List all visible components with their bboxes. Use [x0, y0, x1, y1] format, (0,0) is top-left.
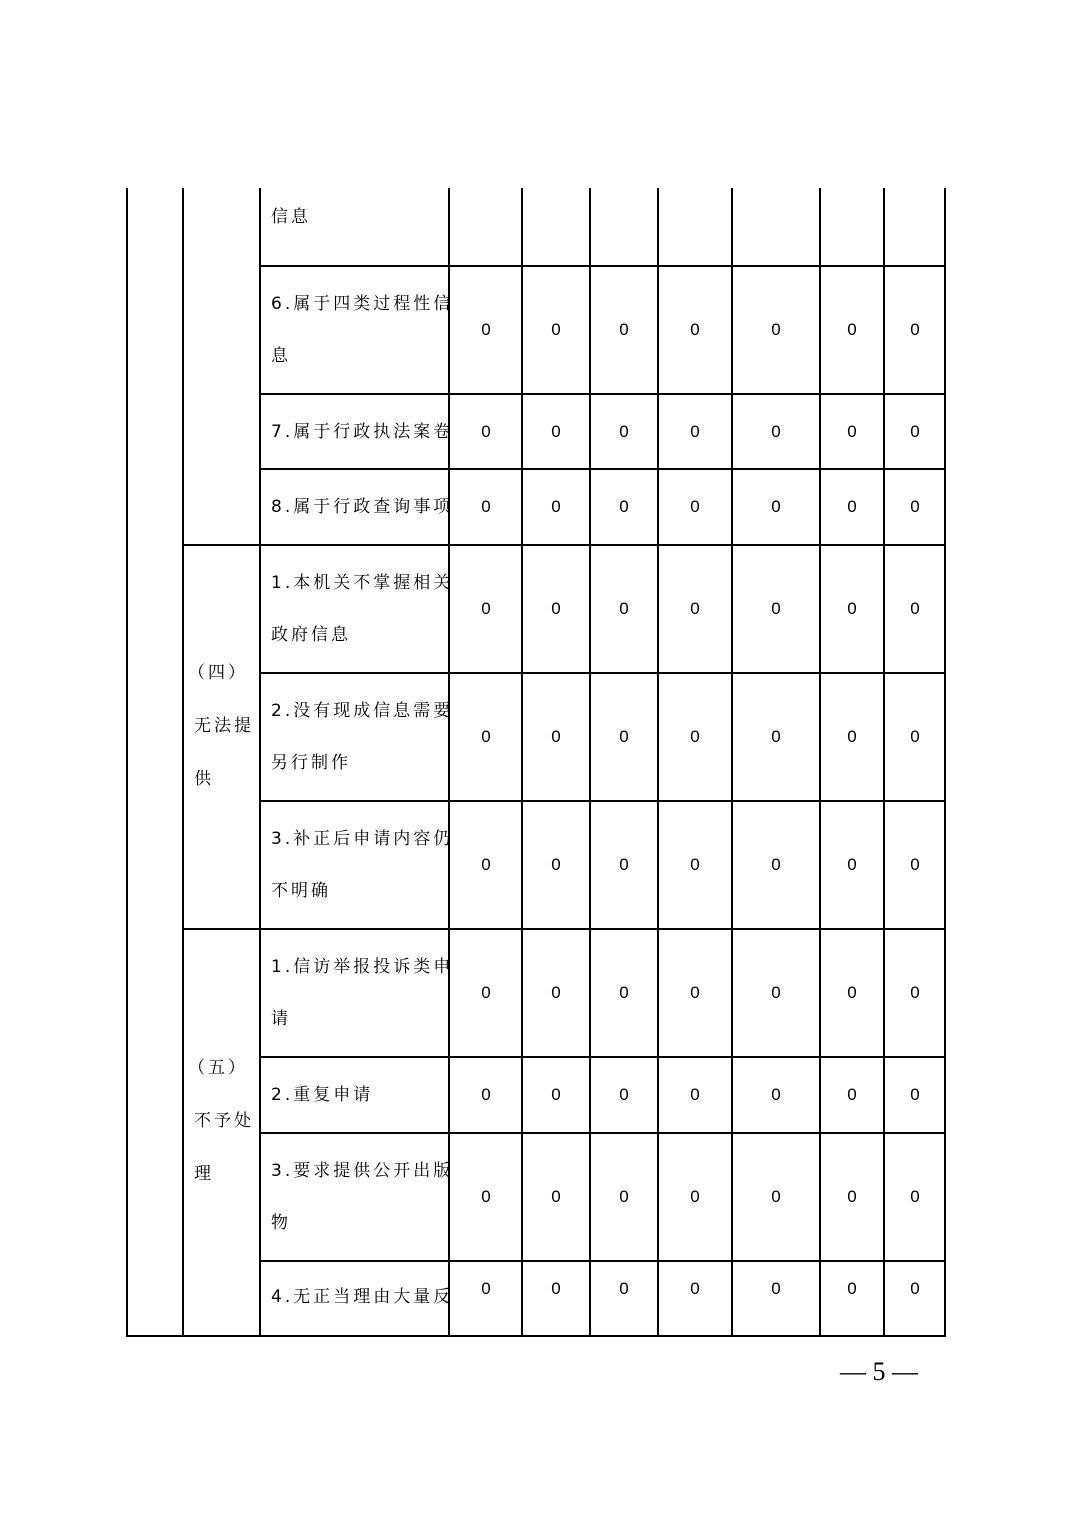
- table-cell-value: 0: [771, 983, 781, 1002]
- table-cell-value: 0: [847, 727, 857, 746]
- table-cell-value: 0: [771, 855, 781, 874]
- table-cell-value: 0: [551, 855, 561, 874]
- table-cell-value: 0: [847, 1085, 857, 1104]
- table-vertical-rule: [521, 188, 523, 1337]
- table-cell-value: 0: [910, 320, 920, 339]
- table-cell-value: 0: [690, 599, 700, 618]
- row-label-line: 6.属于四类过程性信: [271, 294, 454, 314]
- table-cell-value: 0: [847, 421, 857, 441]
- table-cell-value: 0: [910, 855, 920, 874]
- table-cell-value: 0: [690, 1279, 700, 1298]
- row-label: 8.属于行政查询事项: [271, 497, 454, 517]
- table-horizontal-rule: [260, 393, 946, 395]
- table-cell-value: 0: [690, 1085, 700, 1104]
- table-cell-value: 0: [619, 497, 629, 516]
- table-horizontal-rule: [260, 1132, 946, 1134]
- table-cell-value: 0: [619, 1187, 629, 1206]
- table-cell-value: 0: [910, 1085, 920, 1104]
- table-cell-value: 0: [551, 421, 561, 441]
- table-cell-value: 0: [847, 855, 857, 874]
- table-cell-value: 0: [551, 1187, 561, 1206]
- table-cell-value: 0: [619, 320, 629, 339]
- table-vertical-rule: [182, 188, 184, 1337]
- table-cell-value: 0: [847, 983, 857, 1002]
- row-label: 7.属于行政执法案卷: [271, 421, 454, 442]
- table-cell-value: 0: [619, 1279, 629, 1298]
- table-horizontal-rule: [183, 928, 946, 930]
- table-cell-value: 0: [481, 727, 491, 746]
- row-label-line: 3.要求提供公开出版: [271, 1161, 454, 1181]
- group-label-line: 不予处: [194, 1111, 254, 1131]
- row-label-line: 息: [271, 346, 291, 366]
- table-cell-value: 0: [690, 855, 700, 874]
- table-horizontal-rule: [260, 1056, 946, 1058]
- table-cell-value: 0: [771, 1085, 781, 1104]
- table-cell-value: 0: [771, 421, 781, 441]
- table-cell-value: 0: [481, 1279, 491, 1298]
- table-vertical-rule: [259, 188, 261, 1337]
- table-cell-value: 0: [690, 727, 700, 746]
- table-cell-value: 0: [690, 421, 700, 441]
- table-cell-value: 0: [481, 983, 491, 1002]
- table-cell-value: 0: [771, 599, 781, 618]
- table-horizontal-rule: [260, 265, 946, 267]
- table-cell-value: 0: [551, 599, 561, 618]
- table-cell-value: 0: [771, 1187, 781, 1206]
- table-cell-value: 0: [619, 1085, 629, 1104]
- table-cell-value: 0: [481, 421, 491, 441]
- group-label-line: 供: [194, 768, 214, 789]
- table-cell-value: 0: [910, 599, 920, 618]
- table-horizontal-rule: [183, 544, 946, 546]
- table-cell-value: 0: [551, 1279, 561, 1298]
- table-cell-value: 0: [690, 983, 700, 1002]
- table-vertical-rule: [819, 188, 821, 1337]
- table-cell-value: 0: [619, 727, 629, 746]
- row-label-line: 不明确: [271, 881, 331, 901]
- table-vertical-rule: [883, 188, 885, 1337]
- table-cell-value: 0: [910, 1187, 920, 1206]
- page-number: — 5 —: [840, 1357, 918, 1386]
- table-cell-value: 0: [847, 599, 857, 618]
- table-vertical-rule: [589, 188, 591, 1337]
- table-cell-value: 0: [481, 599, 491, 618]
- table-cell-value: 0: [910, 497, 920, 516]
- table-vertical-rule: [126, 188, 128, 1337]
- table-cell-value: 0: [551, 983, 561, 1002]
- table-cell-value: 0: [910, 983, 920, 1002]
- table-cell-value: 0: [847, 497, 857, 516]
- row-label: 4.无正当理由大量反: [271, 1287, 454, 1307]
- table-cell-value: 0: [619, 599, 629, 618]
- table-cell-value: 0: [910, 1279, 920, 1298]
- table-cell-value: 0: [619, 983, 629, 1002]
- row-label-line: 物: [271, 1213, 291, 1233]
- table-cell-value: 0: [847, 1187, 857, 1206]
- row-label-line: 另行制作: [271, 753, 351, 773]
- table-cell-value: 0: [847, 1279, 857, 1298]
- table-cell-value: 0: [771, 727, 781, 746]
- table-cell-value: 0: [551, 1085, 561, 1104]
- group-label-line: （四）: [188, 662, 248, 683]
- table-cell-value: 0: [690, 497, 700, 516]
- table-cell-value: 0: [551, 320, 561, 339]
- table-cell-value: 0: [771, 497, 781, 516]
- table-cell-value: 0: [690, 320, 700, 339]
- table-horizontal-rule: [127, 1335, 946, 1337]
- table-horizontal-rule: [260, 672, 946, 674]
- table-cell-value: 0: [619, 421, 629, 441]
- table-cell-value: 0: [481, 855, 491, 874]
- table-cell-value: 0: [910, 421, 920, 441]
- table-horizontal-rule: [260, 468, 946, 470]
- row-label-line: 1.信访举报投诉类申: [271, 957, 454, 977]
- table-cell-value: 0: [847, 320, 857, 339]
- row-label-line: 3.补正后申请内容仍: [271, 829, 454, 849]
- table-cell-value: 0: [771, 1279, 781, 1298]
- table-cell-value: 0: [481, 497, 491, 516]
- row-label: 2.重复申请: [271, 1085, 374, 1105]
- table-cell-value: 0: [910, 727, 920, 746]
- row-label-line: 2.没有现成信息需要: [271, 701, 454, 721]
- table-cell-value: 0: [551, 727, 561, 746]
- row-label-line: 1.本机关不掌握相关: [271, 573, 454, 593]
- row-label-line: 请: [271, 1009, 291, 1029]
- group-label-line: 理: [194, 1164, 214, 1184]
- table-horizontal-rule: [260, 1260, 946, 1262]
- table-vertical-rule: [657, 188, 659, 1337]
- table-vertical-rule: [731, 188, 733, 1337]
- table-cell-value: 0: [690, 1187, 700, 1206]
- table-cell-value: 0: [771, 320, 781, 339]
- group-label-line: 无法提: [194, 715, 254, 736]
- table-cell-value: 0: [551, 497, 561, 516]
- table-cell-value: 0: [481, 320, 491, 339]
- row-label-line: 政府信息: [271, 625, 351, 645]
- row-label: 信息: [271, 207, 311, 227]
- group-label-line: （五）: [188, 1058, 248, 1078]
- table-vertical-rule: [944, 188, 946, 1337]
- table-cell-value: 0: [481, 1187, 491, 1206]
- table-horizontal-rule: [260, 800, 946, 802]
- table-cell-value: 0: [481, 1085, 491, 1104]
- table-cell-value: 0: [619, 855, 629, 874]
